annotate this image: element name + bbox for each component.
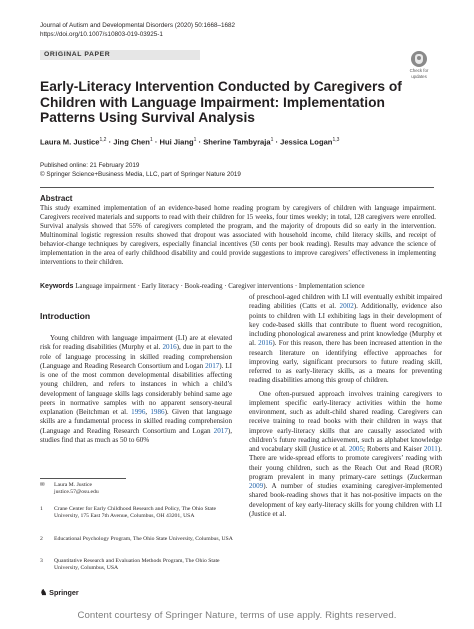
check-for-updates-badge[interactable]	[402, 51, 436, 79]
citation-link[interactable]: 2017	[213, 426, 228, 435]
author-affiliation-mark: 1,2	[99, 137, 107, 143]
article-type-banner	[40, 50, 200, 60]
citation-link[interactable]: 2005	[348, 445, 364, 453]
crossmark-icon	[411, 51, 427, 67]
author-name[interactable]: Jing Chen	[113, 137, 150, 147]
corresponding-author-email[interactable]: justice.57@osu.edu	[54, 489, 99, 496]
author-name[interactable]: Laura M. Justice	[40, 137, 100, 147]
published-date: Published online: 21 February 2019	[40, 162, 140, 169]
keywords	[40, 283, 436, 290]
abstract-heading: Abstract	[40, 194, 73, 203]
doi-link[interactable]: https://doi.org/10.1007/s10803-019-03925-1	[40, 30, 163, 38]
journal-volume-line: Journal of Autism and Developmental Disorders (2020) 50:1668–1682	[40, 22, 235, 29]
body-text: ). For this reason, there has been increased attention in the research literature on identifying effective approaches for improving early, significant precursors to future reading skill, referred to as early-literacy skills, as a means for preventing reading disabilities among this group of children.	[249, 339, 443, 385]
affiliation-mark: 1	[40, 506, 43, 512]
corresponding-author-name: Laura M. Justice	[54, 482, 93, 488]
body-text: Young children with language impairment (LI) are at elevated risk for reading disabilities (Murphy et al.	[40, 334, 232, 352]
publication-info	[40, 162, 241, 179]
body-column-left	[40, 334, 232, 445]
author-separator: ·	[106, 137, 114, 147]
footnote-divider	[40, 478, 126, 479]
copyright-line: © Springer Science+Business Media, LLC, part of Springer Nature 2019	[40, 170, 241, 178]
author-affiliation-mark: 1	[149, 137, 153, 143]
author-affiliation-mark: 1,3	[332, 137, 340, 143]
body-text: ). Additionally, evidence also points to children with LI exhibiting lags in their development of key code-based skills that contribute to fluent word recognition, including phonological awareness and print knowledge (Murphy et al.	[249, 302, 442, 348]
body-text: ). There are wide-spread efforts to promote caregivers’ reading with their young children, such as the Reach Out and Read (ROR) program prevalent in many primary-care settings (Zuckerman	[249, 445, 442, 481]
author-list	[40, 137, 460, 147]
crossmark-label-1: Check for	[409, 68, 429, 73]
publisher-name: Springer	[49, 588, 79, 597]
citation-link[interactable]: 1996	[131, 408, 146, 416]
body-text: ). LI is one of the most common developmental disabilities affecting young children, and refers to instances in which a child’s development of language skills lags considerably behind same age peers in normative samples with no apparent sensory-neural explanation (Beitchman et al.	[40, 361, 232, 416]
springer-horse-icon: ♞	[40, 588, 48, 597]
crossmark-label-2: updates	[411, 74, 427, 79]
affiliation-text: Crane Center for Early Childhood Research and Policy, The Ohio State University, 175 East 7th Avenue, Columbus, OH 43201, USA	[54, 506, 217, 520]
author-affiliation-mark: 1	[270, 137, 274, 143]
affiliation-text: Educational Psychology Program, The Ohio State University, Columbus, USA	[54, 536, 233, 542]
citation-link[interactable]: 2011	[423, 445, 438, 453]
author-name[interactable]: Sherine Tambyraja	[203, 137, 271, 147]
author-separator: ·	[152, 137, 160, 147]
author-separator: ·	[196, 137, 204, 147]
section-heading-introduction: Introduction	[40, 311, 91, 321]
author-separator: ·	[273, 137, 281, 147]
body-text: of preschool-aged children with LI will eventually exhibit impaired reading abilities (Catts et al.	[249, 293, 442, 311]
citation-link[interactable]: 2002	[339, 302, 354, 311]
body-text: One often-pursued approach involves training caregivers to implement specific early-literacy activities within the home environment, such as adult-child shared reading. Caregivers can receive training to read books with their children in ways that improve early-literacy skills that are causally associated with children’s future reading achievement, such as alphabet knowledge and vocabulary skill (Justice et al.	[249, 389, 442, 453]
body-paragraph	[249, 293, 442, 386]
affiliation-footnote	[40, 536, 236, 543]
keywords-list: Language impairment · Early literacy · Book-reading · Caregiver interventions · Implementation science	[75, 283, 365, 290]
body-column-right	[249, 293, 442, 519]
body-paragraph	[249, 390, 442, 520]
article-title: Early‑Literacy Intervention Conducted by Caregivers of Children with Language Impairment: Implementation Patterns Using Survival Analysis	[40, 79, 402, 126]
author-name[interactable]: Hui Jiang	[159, 137, 194, 147]
divider	[40, 187, 434, 188]
affiliation-mark: 2	[40, 536, 43, 542]
citation-link[interactable]: 2016	[162, 343, 177, 352]
body-text: ,	[145, 408, 151, 416]
body-text: ). A number of studies examining caregiver-implemented shared book-reading shows that it has not-positive impacts on the development of key early-literacy skills for young children with LI (Justice et al.	[249, 482, 442, 518]
body-text: ; Roberts and Kaiser	[363, 445, 424, 453]
body-paragraph	[40, 334, 232, 445]
envelope-icon: ✉	[40, 482, 45, 488]
author-affiliation-mark: 1	[193, 137, 197, 143]
body-text: ). Given that language skills are a fundamental process in skilled reading comprehension (Language and Reading Research Consortium and Logan	[40, 408, 232, 435]
body-text: ), studies find that as much as 50 to 60%	[40, 426, 232, 444]
citation-link[interactable]: 2016	[258, 339, 273, 348]
keywords-label: Keywords	[40, 283, 74, 290]
abstract-text: This study examined implementation of an evidence-based home reading program by caregivers of children with language impairment. Caregivers received materials and supports to read with their children for 15 weeks, four times weekly; in total, 128 caregivers were enrolled. Survival analysis showed that 55% of caregivers completed the program, and the majority of dropouts did so early in the intervention. Multinominal logistic regression results showed that dropout was associated with household income, child literacy skills, and receipt of behavior-change techniques by caregivers, especially financial incentives (50 cents per book reading). Results may advance the science of implementation in the area of early childhood disability and could provide suggestions to improve caregivers’ effectiveness in implementing interventions to their children.	[40, 205, 436, 266]
author-name[interactable]: Jessica Logan	[280, 137, 333, 147]
affiliation-footnote	[40, 506, 236, 521]
publisher-mark	[40, 588, 79, 597]
citation-link[interactable]: 2009	[249, 482, 264, 490]
citation-link[interactable]: 1986	[150, 408, 165, 416]
article-type-label: ORIGINAL PAPER	[44, 51, 111, 58]
watermark: Content courtesy of Springer Nature, terms of use apply. Rights reserved.	[77, 610, 397, 621]
affiliation-mark: 3	[40, 558, 43, 564]
journal-citation	[40, 22, 235, 39]
citation-link[interactable]: 2017	[205, 361, 220, 370]
affiliation-text: Quantitative Research and Evaluation Methods Program, The Ohio State University, Columbus, USA	[54, 558, 220, 572]
corresponding-author	[40, 482, 236, 497]
affiliation-footnote	[40, 558, 236, 573]
body-text: ), due in part to the role of language processing in skilled reading comprehension (Language and Reading Research Consortium and Logan	[40, 343, 232, 370]
